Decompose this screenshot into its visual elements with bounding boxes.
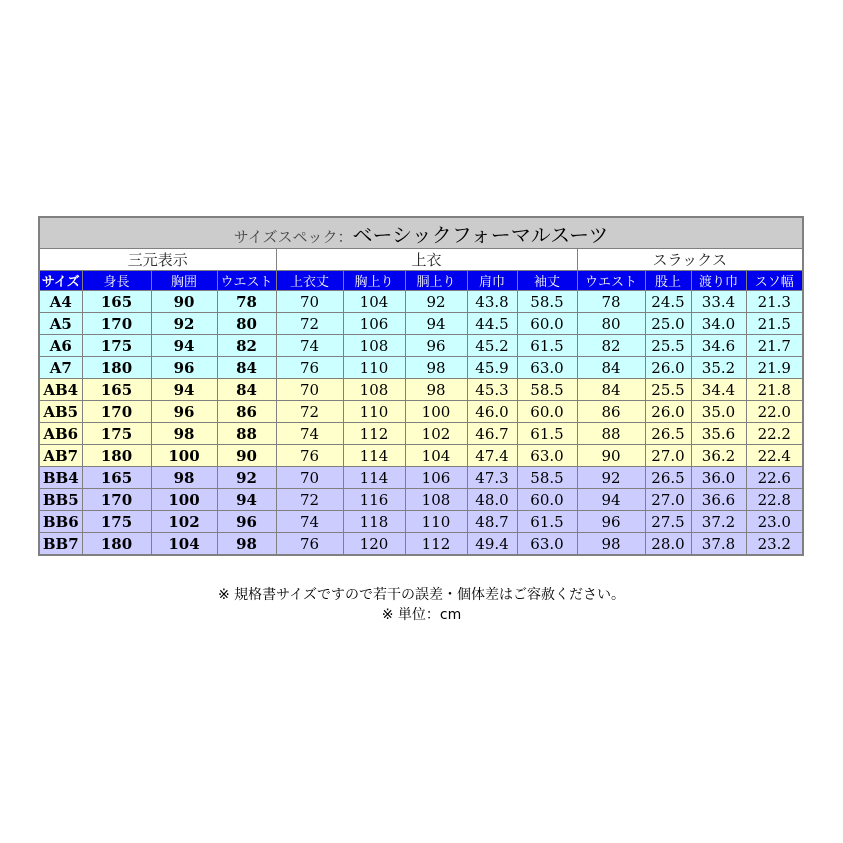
title-prefix: サイズスペック：: [233, 227, 353, 246]
table-cell: 33.4: [691, 291, 746, 313]
table-cell: 22.0: [746, 401, 803, 423]
table-cell: 88: [217, 423, 276, 445]
table-cell: 84: [217, 357, 276, 379]
table-cell: 108: [343, 379, 405, 401]
table-cell: 94: [577, 489, 645, 511]
table-cell: 110: [343, 357, 405, 379]
table-cell: 58.5: [517, 291, 577, 313]
table-cell: 27.0: [645, 445, 691, 467]
size-cell: BB5: [39, 489, 82, 511]
table-cell: 102: [405, 423, 467, 445]
table-cell: 96: [151, 401, 217, 423]
size-cell: AB6: [39, 423, 82, 445]
table-cell: 118: [343, 511, 405, 533]
group-sanmoto: 三元表示: [39, 249, 276, 271]
table-cell: 72: [276, 489, 343, 511]
table-cell: 78: [577, 291, 645, 313]
table-cell: 180: [82, 357, 151, 379]
table-cell: 112: [405, 533, 467, 556]
table-cell: 25.5: [645, 335, 691, 357]
column-header-row: [39, 271, 803, 291]
column-header: 肩巾: [467, 271, 517, 291]
table-cell: 84: [577, 379, 645, 401]
table-cell: 60.0: [517, 489, 577, 511]
table-cell: 27.5: [645, 511, 691, 533]
table-cell: 36.2: [691, 445, 746, 467]
table-cell: 92: [151, 313, 217, 335]
table-cell: 76: [276, 357, 343, 379]
table-cell: 23.2: [746, 533, 803, 556]
table-cell: 63.0: [517, 445, 577, 467]
size-cell: A7: [39, 357, 82, 379]
table-cell: 26.0: [645, 357, 691, 379]
column-header: 胴上り: [405, 271, 467, 291]
table-cell: 70: [276, 379, 343, 401]
table-cell: 165: [82, 467, 151, 489]
table-cell: 96: [151, 357, 217, 379]
table-cell: 94: [405, 313, 467, 335]
table-cell: 88: [577, 423, 645, 445]
column-header: 胸上り: [343, 271, 405, 291]
table-cell: 74: [276, 335, 343, 357]
table-cell: 25.0: [645, 313, 691, 335]
note-tolerance: ※ 規格書サイズですので若干の誤差・個体差はご容赦ください。: [217, 587, 626, 603]
table-cell: 90: [577, 445, 645, 467]
table-cell: 22.6: [746, 467, 803, 489]
table-cell: 100: [151, 489, 217, 511]
table-cell: 98: [405, 357, 467, 379]
table-title: [39, 217, 803, 249]
table-cell: 21.8: [746, 379, 803, 401]
table-cell: 43.8: [467, 291, 517, 313]
table-cell: 45.2: [467, 335, 517, 357]
table-cell: 180: [82, 445, 151, 467]
table-cell: 100: [151, 445, 217, 467]
table-cell: 46.0: [467, 401, 517, 423]
group-header-row: [39, 249, 803, 271]
table-cell: 36.0: [691, 467, 746, 489]
table-cell: 72: [276, 401, 343, 423]
size-cell: BB6: [39, 511, 82, 533]
table-cell: 110: [343, 401, 405, 423]
table-row: [39, 291, 803, 313]
column-header: 袖丈: [517, 271, 577, 291]
table-cell: 47.3: [467, 467, 517, 489]
table-row: [39, 445, 803, 467]
table-cell: 175: [82, 423, 151, 445]
table-cell: 170: [82, 489, 151, 511]
size-spec-table: [38, 216, 804, 556]
table-row: [39, 467, 803, 489]
table-cell: 98: [217, 533, 276, 556]
table-row: [39, 379, 803, 401]
table-cell: 70: [276, 291, 343, 313]
table-cell: 26.0: [645, 401, 691, 423]
table-cell: 92: [577, 467, 645, 489]
table-row: [39, 335, 803, 357]
table-cell: 21.3: [746, 291, 803, 313]
table-cell: 106: [405, 467, 467, 489]
table-cell: 82: [577, 335, 645, 357]
size-cell: AB4: [39, 379, 82, 401]
size-cell: AB5: [39, 401, 82, 423]
table-cell: 21.9: [746, 357, 803, 379]
table-cell: 63.0: [517, 357, 577, 379]
table-cell: 35.6: [691, 423, 746, 445]
table-cell: 112: [343, 423, 405, 445]
table-cell: 45.9: [467, 357, 517, 379]
table-cell: 120: [343, 533, 405, 556]
table-cell: 27.0: [645, 489, 691, 511]
table-cell: 96: [405, 335, 467, 357]
table-row: [39, 489, 803, 511]
table-cell: 90: [151, 291, 217, 313]
table-cell: 37.2: [691, 511, 746, 533]
table-cell: 98: [405, 379, 467, 401]
table-cell: 98: [577, 533, 645, 556]
table-cell: 35.2: [691, 357, 746, 379]
column-header: 胸囲: [151, 271, 217, 291]
size-cell: A4: [39, 291, 82, 313]
column-header: ウエスト: [577, 271, 645, 291]
column-header: ウエスト: [217, 271, 276, 291]
table-cell: 92: [217, 467, 276, 489]
table-cell: 175: [82, 511, 151, 533]
table-cell: 100: [405, 401, 467, 423]
size-cell: AB7: [39, 445, 82, 467]
table-cell: 108: [405, 489, 467, 511]
table-cell: 80: [217, 313, 276, 335]
table-cell: 106: [343, 313, 405, 335]
table-cell: 76: [276, 533, 343, 556]
table-cell: 180: [82, 533, 151, 556]
table-cell: 104: [343, 291, 405, 313]
table-row: [39, 357, 803, 379]
table-cell: 114: [343, 445, 405, 467]
table-cell: 86: [217, 401, 276, 423]
table-cell: 94: [217, 489, 276, 511]
table-cell: 84: [217, 379, 276, 401]
table-cell: 34.4: [691, 379, 746, 401]
table-cell: 22.2: [746, 423, 803, 445]
table-row: [39, 423, 803, 445]
table-cell: 35.0: [691, 401, 746, 423]
table-cell: 26.5: [645, 467, 691, 489]
table-cell: 61.5: [517, 423, 577, 445]
table-cell: 45.3: [467, 379, 517, 401]
table-cell: 24.5: [645, 291, 691, 313]
table-row: [39, 511, 803, 533]
table-cell: 46.7: [467, 423, 517, 445]
column-header: サイズ: [39, 271, 82, 291]
table-cell: 108: [343, 335, 405, 357]
table-cell: 78: [217, 291, 276, 313]
table-cell: 61.5: [517, 335, 577, 357]
table-cell: 98: [151, 423, 217, 445]
table-cell: 58.5: [517, 379, 577, 401]
table-cell: 61.5: [517, 511, 577, 533]
table-cell: 47.4: [467, 445, 517, 467]
table-cell: 48.7: [467, 511, 517, 533]
table-cell: 96: [217, 511, 276, 533]
table-cell: 21.5: [746, 313, 803, 335]
table-cell: 58.5: [517, 467, 577, 489]
table-body: [39, 291, 803, 556]
size-cell: BB7: [39, 533, 82, 556]
column-header: 上衣丈: [276, 271, 343, 291]
table-cell: 165: [82, 291, 151, 313]
table-cell: 80: [577, 313, 645, 335]
column-header: 身長: [82, 271, 151, 291]
table-cell: 104: [405, 445, 467, 467]
table-row: [39, 313, 803, 335]
table-cell: 63.0: [517, 533, 577, 556]
table-cell: 34.6: [691, 335, 746, 357]
size-cell: BB4: [39, 467, 82, 489]
table-cell: 76: [276, 445, 343, 467]
size-cell: A5: [39, 313, 82, 335]
table-cell: 28.0: [645, 533, 691, 556]
table-cell: 165: [82, 379, 151, 401]
table-cell: 110: [405, 511, 467, 533]
table-cell: 170: [82, 313, 151, 335]
table-row: [39, 401, 803, 423]
table-cell: 36.6: [691, 489, 746, 511]
table-cell: 90: [217, 445, 276, 467]
table-row: [39, 533, 803, 556]
table-cell: 34.0: [691, 313, 746, 335]
table-cell: 22.8: [746, 489, 803, 511]
table-cell: 84: [577, 357, 645, 379]
table-cell: 92: [405, 291, 467, 313]
table-cell: 23.0: [746, 511, 803, 533]
note-unit: ※ 単位：cm: [381, 607, 462, 623]
table-cell: 98: [151, 467, 217, 489]
column-header: 渡り巾: [691, 271, 746, 291]
table-cell: 60.0: [517, 401, 577, 423]
table-cell: 74: [276, 511, 343, 533]
table-cell: 96: [577, 511, 645, 533]
table-cell: 26.5: [645, 423, 691, 445]
table-cell: 22.4: [746, 445, 803, 467]
table-cell: 116: [343, 489, 405, 511]
table-cell: 44.5: [467, 313, 517, 335]
table-cell: 25.5: [645, 379, 691, 401]
table-cell: 37.8: [691, 533, 746, 556]
table-cell: 102: [151, 511, 217, 533]
table-cell: 82: [217, 335, 276, 357]
table-cell: 94: [151, 335, 217, 357]
table-cell: 170: [82, 401, 151, 423]
group-slacks: スラックス: [577, 249, 803, 271]
title-row: [39, 217, 803, 249]
table-cell: 114: [343, 467, 405, 489]
table-cell: 48.0: [467, 489, 517, 511]
title-main: ベーシックフォーマルスーツ: [352, 222, 609, 247]
table-cell: 72: [276, 313, 343, 335]
table-cell: 175: [82, 335, 151, 357]
column-header: 股上: [645, 271, 691, 291]
size-cell: A6: [39, 335, 82, 357]
table-cell: 49.4: [467, 533, 517, 556]
table-cell: 74: [276, 423, 343, 445]
table-cell: 21.7: [746, 335, 803, 357]
table-cell: 86: [577, 401, 645, 423]
table-cell: 94: [151, 379, 217, 401]
group-jacket: 上衣: [276, 249, 577, 271]
column-header: スソ幅: [746, 271, 803, 291]
table-cell: 70: [276, 467, 343, 489]
table-cell: 104: [151, 533, 217, 556]
table-cell: 60.0: [517, 313, 577, 335]
